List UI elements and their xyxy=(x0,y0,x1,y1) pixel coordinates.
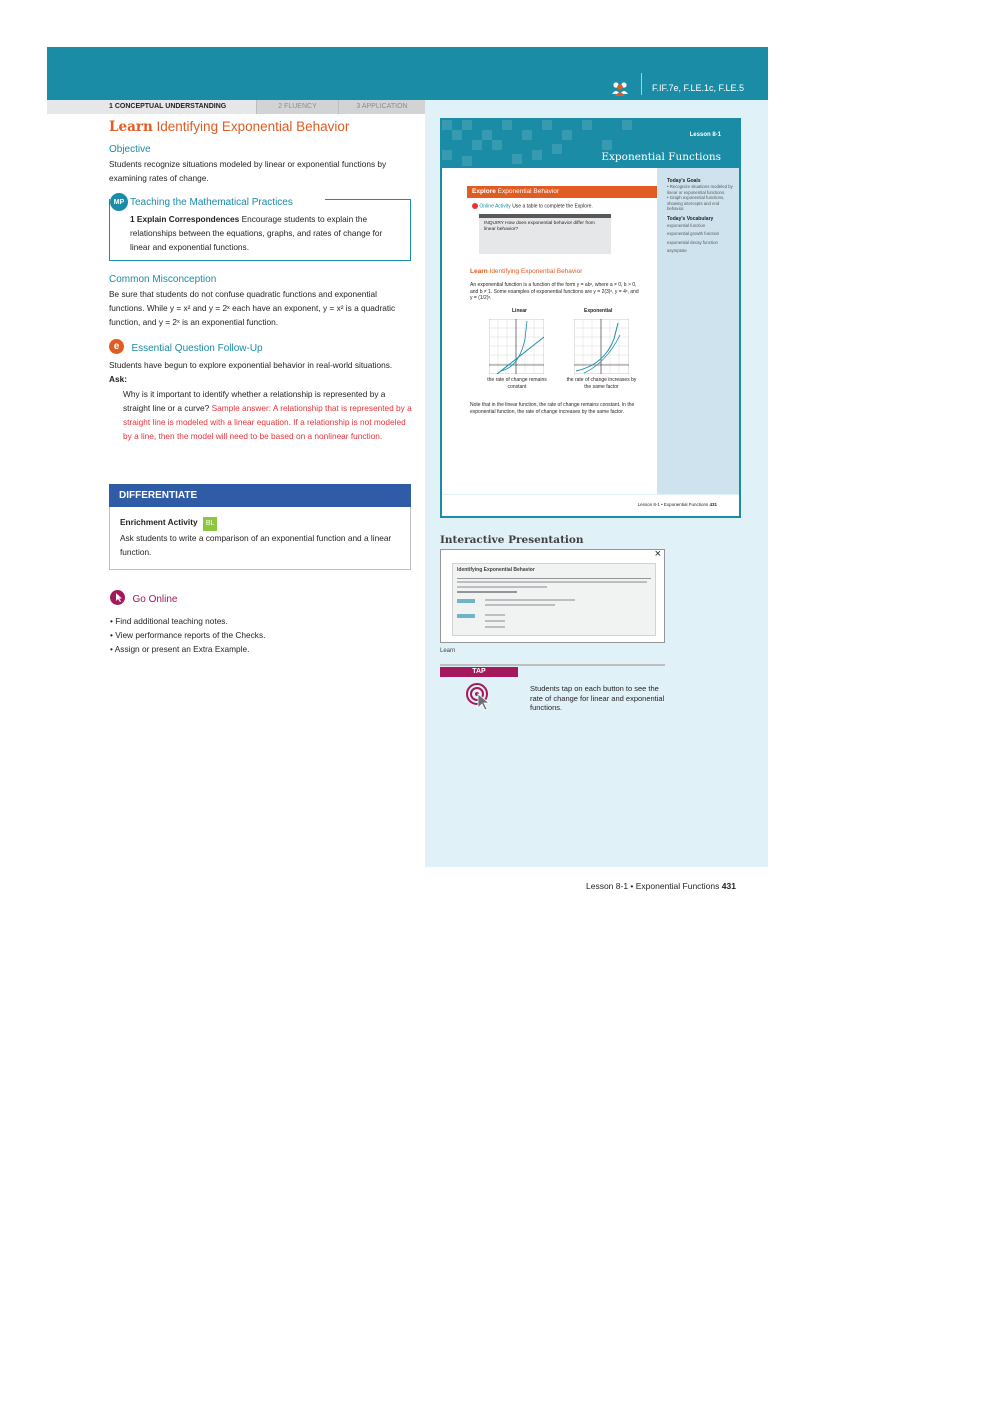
presentation-divider xyxy=(440,664,665,666)
math-practices-lead: 1 Explain Correspondences xyxy=(130,214,240,224)
goals-heading: Today's Goals xyxy=(667,178,701,184)
inquiry-text: INQUIRY How does exponential behavior differ from linear behavior? xyxy=(484,221,595,232)
math-practices-box xyxy=(109,196,411,261)
misconception-heading: Common Misconception xyxy=(109,274,217,285)
goal-item: • Recognize situations modeled by linear or exponential functions. xyxy=(667,184,733,195)
misconception-text: Be sure that students do not confuse quadratic functions and exponential functions. While y = x² and y = 2ˣ each have an exponent, y = x² is a quadratic function, and y = 2ˣ is an exponential function. xyxy=(109,289,396,327)
top-banner xyxy=(47,47,768,100)
objective-heading: Objective xyxy=(109,144,151,155)
differentiate-heading: DIFFERENTIATE xyxy=(109,484,411,507)
student-page-title: Exponential Functions xyxy=(601,151,721,163)
lesson-tabs xyxy=(47,100,425,114)
math-practices-header xyxy=(110,193,297,211)
teacher-notes-column xyxy=(109,114,414,443)
learn-title-text: Identifying Exponential Behavior xyxy=(156,119,350,134)
presentation-screen xyxy=(452,563,656,636)
student-learn-heading: Learn Identifying Exponential Behavior xyxy=(470,268,583,275)
essential-question-text: Students have begun to explore exponential behavior in real-world situations. xyxy=(109,360,393,370)
tap-label: TAP xyxy=(440,667,518,677)
differentiate-box xyxy=(109,484,411,570)
essential-question-question: Why is it important to identify whether a relationship is represented by a straight line or a curve? xyxy=(123,389,386,413)
mp-top-rule xyxy=(325,199,410,200)
linear-graph xyxy=(489,319,544,374)
standards-text: F.IF.7e, F.LE.1c, F.LE.5 xyxy=(651,83,744,93)
math-practices-text xyxy=(130,212,402,254)
explore-bar: Explore Exponential Behavior xyxy=(467,186,657,198)
enrichment-text: Ask students to write a comparison of an exponential function and a linear function. xyxy=(120,533,392,557)
ask-label: Ask: xyxy=(109,374,127,384)
student-page-sidebar xyxy=(657,168,739,494)
student-note-text: Note that in the linear function, the rate of change remains constant. In the exponential function, the rate of change increases by the same factor. xyxy=(470,402,635,415)
learn-prefix: Learn xyxy=(109,119,153,135)
interactive-presentation-window[interactable] xyxy=(440,549,665,643)
vocab-item: exponential decay function xyxy=(667,239,718,245)
interactive-presentation-heading: Interactive Presentation xyxy=(440,534,584,546)
essential-question-answer: Sample answer: A relationship that is represented by a straight line is modeled with a linear equation. If a relationship is not modeled by a line, then the model will need to be based on a nonlinear function. xyxy=(123,403,412,441)
definition-text: An exponential function is a function of the form y = abˣ, where a ≠ 0, b > 0, and b ≠ 1. Some examples of exponential functions are y = 2(3)ˣ, y = 4ˣ, and y = (1/2)ˣ. xyxy=(470,282,639,301)
enrichment-title: Enrichment Activity xyxy=(120,517,198,527)
tap-instruction-text: Students tap on each button to see the rate of change for linear and exponential functions. xyxy=(530,684,665,712)
differentiate-body xyxy=(109,507,411,570)
go-online-item: • Assign or present an Extra Example. xyxy=(110,644,250,654)
go-online-header[interactable] xyxy=(110,589,410,607)
team-icon xyxy=(611,80,629,96)
vocab-item: asymptote xyxy=(667,248,687,253)
inquiry-box xyxy=(479,214,611,254)
graph-caption-exponential: the rate of change increases by the same factor xyxy=(566,377,637,390)
objective-text: Students recognize situations modeled by linear or exponential functions by examining rates of change. xyxy=(109,159,387,183)
online-activity-icon xyxy=(472,203,478,209)
vocab-item: exponential growth function xyxy=(667,231,720,236)
standards-area xyxy=(611,80,744,96)
learn-title xyxy=(109,119,414,135)
vocab-item: exponential function xyxy=(667,222,706,228)
go-online-item: • Find additional teaching notes. xyxy=(110,616,228,626)
page-footer-text: Lesson 8-1 • Exponential Functions xyxy=(586,881,720,891)
math-practices-heading: Teaching the Mathematical Practices xyxy=(130,196,293,208)
tab-conceptual[interactable]: 1 CONCEPTUAL UNDERSTANDING xyxy=(47,100,257,114)
go-online-heading: Go Online xyxy=(132,594,178,605)
essential-question-block xyxy=(109,387,414,443)
online-activity-line: Online Activity Use a table to complete the Explore. xyxy=(472,203,593,209)
tap-gesture-icon xyxy=(465,682,493,712)
enrichment-title-row xyxy=(120,515,400,531)
presentation-caption: Learn xyxy=(440,648,456,654)
page-footer xyxy=(586,881,736,891)
student-page-header xyxy=(442,120,739,168)
page-number: 431 xyxy=(721,881,736,891)
go-online-list xyxy=(110,614,410,656)
go-online-item: • View performance reports of the Checks. xyxy=(110,630,266,640)
goal-item: • Graph exponential functions, showing intercepts and end behavior. xyxy=(667,195,725,211)
essential-question-heading: Essential Question Follow-Up xyxy=(131,343,263,354)
exponential-graph xyxy=(574,319,629,374)
essential-question-icon: e xyxy=(109,339,124,354)
banner-divider xyxy=(641,73,642,95)
graph-label-exponential: Exponential xyxy=(584,308,613,314)
graph-caption-linear: the rate of change remains constant xyxy=(487,377,547,390)
close-icon[interactable]: × xyxy=(654,548,661,560)
go-online-cursor-icon xyxy=(110,590,125,605)
mp-badge-icon: MP xyxy=(110,193,128,211)
presentation-screen-title: Identifying Exponential Behavior xyxy=(457,567,535,573)
student-page-footer-text: Lesson 8-1 • Exponential Functions 431 xyxy=(637,502,717,507)
student-page-lesson: Lesson 8-1 xyxy=(689,132,721,138)
go-online-section xyxy=(110,589,410,656)
student-page-footer xyxy=(442,494,739,516)
tab-fluency[interactable]: 2 FLUENCY xyxy=(257,100,339,114)
vocab-heading: Today's Vocabulary xyxy=(667,215,714,222)
student-page-thumbnail xyxy=(440,118,741,518)
graph-label-linear: Linear xyxy=(512,308,528,314)
math-practices-body: Encourage students to explain the relationships between the equations, graphs, and rates of change for linear and exponential functions. xyxy=(130,214,383,252)
essential-question-header xyxy=(109,338,414,356)
beyond-level-badge: BL xyxy=(203,517,218,531)
tab-application[interactable]: 3 APPLICATION xyxy=(356,103,408,110)
